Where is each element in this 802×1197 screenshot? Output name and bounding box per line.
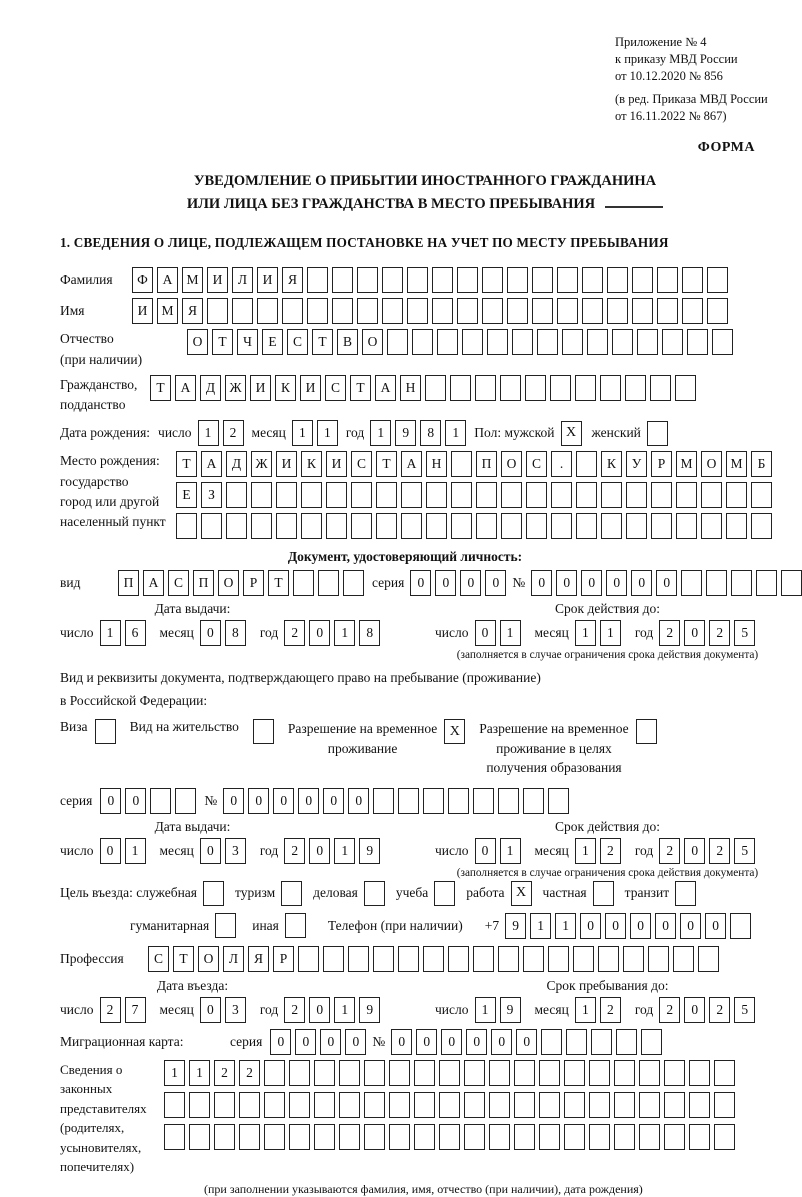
rvp-education-option xyxy=(479,719,656,778)
purpose-private-checkbox[interactable] xyxy=(593,881,614,906)
purpose-study-checkbox[interactable] xyxy=(434,881,455,906)
migration-card-row xyxy=(60,1029,790,1055)
rvp-label-2: проживание xyxy=(327,740,398,756)
legal-label-2: законных xyxy=(60,1081,113,1097)
legal-label-6: попечителях) xyxy=(60,1159,135,1175)
identity-valid-col xyxy=(435,601,780,661)
identity-valid-note: (заполняется в случае ограничения срока действия документа) xyxy=(456,649,759,662)
legal-cells-row1[interactable]: 1 1 2 2 xyxy=(164,1060,735,1086)
identity-type-cells[interactable]: П А С П О Р Т xyxy=(118,570,364,596)
year-label: год xyxy=(634,625,654,641)
sex-female-checkbox[interactable] xyxy=(647,421,668,446)
stay-date xyxy=(435,997,780,1023)
residence-number-cells[interactable]: 0 0 0 0 0 0 xyxy=(223,788,569,814)
birth-day-cells[interactable]: 1 2 xyxy=(198,420,244,446)
header-line-2: к приказу МВД России xyxy=(615,51,738,66)
citizenship-row xyxy=(60,375,790,416)
header-line-4: (в ред. Приказа МВД России xyxy=(615,91,768,106)
migration-series-cells[interactable]: 0 0 0 0 xyxy=(270,1029,366,1055)
legal-cells-row3[interactable] xyxy=(164,1124,735,1150)
identity-valid-heading: Срок действия до: xyxy=(555,601,660,617)
residence-permit-checkbox[interactable] xyxy=(253,719,274,744)
birth-year-cells[interactable]: 1 9 8 1 xyxy=(370,420,466,446)
residence-valid-month-cells[interactable]: 1 2 xyxy=(575,838,621,864)
rvp-education-checkbox[interactable] xyxy=(636,719,657,744)
entry-date-col xyxy=(60,978,435,1023)
purpose-private-label: частная xyxy=(542,885,587,901)
form-label: ФОРМА xyxy=(697,140,755,156)
purpose-other-checkbox[interactable] xyxy=(285,913,306,938)
identity-number-label: № xyxy=(512,575,526,591)
purpose-humanitarian-label: гуманитарная xyxy=(130,917,210,933)
month-label: месяц xyxy=(159,625,194,641)
identity-dates xyxy=(60,601,790,661)
entry-month-cells[interactable]: 0 3 xyxy=(200,997,246,1023)
day-label: число xyxy=(435,625,469,641)
identity-series-cells[interactable]: 0 0 0 0 xyxy=(410,570,506,596)
title-blank-line xyxy=(605,195,663,208)
identity-issue-day-cells[interactable]: 1 6 xyxy=(100,620,146,646)
migration-number-label: № xyxy=(372,1033,386,1049)
residence-series-cells[interactable]: 0 0 xyxy=(100,788,196,814)
profession-row xyxy=(60,946,790,972)
migration-card-label: Миграционная карта: xyxy=(60,1033,184,1049)
day-label: число xyxy=(435,842,469,858)
rvp-education-label-3: получения образования xyxy=(486,760,622,776)
residence-issue-year-cells[interactable]: 2 0 1 9 xyxy=(284,838,380,864)
identity-issue-col xyxy=(60,601,435,661)
purpose-other-label: иная xyxy=(252,917,279,933)
birth-place-cells-row3[interactable] xyxy=(176,513,772,539)
rvp-education-label-1: Разрешение на временное xyxy=(479,721,629,737)
identity-issue-heading: Дата выдачи: xyxy=(154,601,231,617)
residence-permit-label: Вид на жительство xyxy=(129,719,239,735)
citizenship-label-1: Гражданство, xyxy=(60,376,138,392)
header-line-1: Приложение № 4 xyxy=(615,35,707,49)
citizenship-cells[interactable]: Т А Д Ж И К И С Т А Н xyxy=(150,375,696,401)
birth-place-cells-row1[interactable]: Т А Д Ж И К И С Т А Н П О С . К У Р М О М Б xyxy=(176,451,772,477)
residence-valid-year-cells[interactable]: 2 0 2 5 xyxy=(659,838,755,864)
legal-reps-block xyxy=(60,1060,790,1197)
month-label: месяц xyxy=(534,625,569,641)
day-label: число xyxy=(435,1001,469,1017)
residence-issue-heading: Дата выдачи: xyxy=(154,818,231,834)
residence-options-row xyxy=(60,719,790,778)
entry-year-cells[interactable]: 2 0 1 9 xyxy=(284,997,380,1023)
purpose-tourism-checkbox[interactable] xyxy=(281,881,302,906)
entry-date-heading: Дата въезда: xyxy=(156,977,229,993)
identity-doc-row xyxy=(60,570,790,596)
citizenship-label-col xyxy=(60,375,150,416)
month-label: месяц xyxy=(159,842,194,858)
purpose-business-label: деловая xyxy=(313,885,358,901)
phone-cells[interactable]: 9 1 1 0 0 0 0 0 0 xyxy=(505,913,751,939)
stay-year-cells[interactable]: 2 0 2 5 xyxy=(659,997,755,1023)
profession-label: Профессия xyxy=(60,950,124,966)
legal-label-5: усыновителях, xyxy=(60,1139,142,1155)
migration-series-label: серия xyxy=(230,1033,263,1049)
birth-date-label: Дата рождения: xyxy=(60,425,151,441)
birth-date-row xyxy=(60,420,790,446)
purpose-work-checkbox[interactable]: X xyxy=(511,881,532,906)
residence-series-label: серия xyxy=(60,792,93,808)
year-label: год xyxy=(634,842,654,858)
purpose-transit-checkbox[interactable] xyxy=(675,881,696,906)
identity-number-cells[interactable]: 0 0 0 0 0 0 xyxy=(531,570,802,596)
sex-male-checkbox[interactable]: X xyxy=(561,421,582,446)
rvp-label-1: Разрешение на временное xyxy=(287,721,438,737)
month-label: месяц xyxy=(534,842,569,858)
entry-date xyxy=(60,997,435,1023)
stay-until-col xyxy=(435,978,780,1023)
residence-valid-heading: Срок действия до: xyxy=(555,818,660,834)
legal-cells-row2[interactable] xyxy=(164,1092,735,1118)
patronymic-row xyxy=(60,329,790,370)
identity-type-label: вид xyxy=(60,575,81,591)
header-annotation xyxy=(615,34,800,124)
visa-label: Виза xyxy=(60,719,88,735)
birth-month-cells[interactable]: 1 1 xyxy=(292,420,338,446)
identity-doc-heading: Документ, удостоверяющий личность: xyxy=(287,549,523,565)
purpose-business-checkbox[interactable] xyxy=(364,881,385,906)
surname-cells[interactable]: Ф А М И Л И Я xyxy=(132,267,728,293)
entry-purpose-row2 xyxy=(130,913,790,939)
residence-issue-date xyxy=(60,838,435,864)
residence-intro-2: в Российской Федерации: xyxy=(60,693,208,709)
visa-checkbox[interactable] xyxy=(95,719,116,744)
title-line-2 xyxy=(60,193,790,215)
residence-intro-1: Вид и реквизиты документа, подтверждающего право на пребывание (проживание) xyxy=(60,670,541,686)
purpose-official-checkbox[interactable] xyxy=(203,881,224,906)
phone-prefix: +7 xyxy=(484,917,500,933)
residence-doc-intro xyxy=(60,667,790,713)
identity-issue-month-cells[interactable]: 0 8 xyxy=(200,620,246,646)
year-label: год xyxy=(259,1001,279,1017)
identity-valid-year-cells[interactable]: 2 0 2 5 xyxy=(659,620,755,646)
legal-reps-label-col xyxy=(60,1060,164,1197)
rvp-education-label-2: проживание в целях xyxy=(496,740,612,756)
purpose-transit-label: транзит xyxy=(624,885,670,901)
legal-reps-cells-col xyxy=(164,1060,790,1197)
residence-valid-note: (заполняется в случае ограничения срока действия документа) xyxy=(456,866,759,879)
citizenship-label-2: подданство xyxy=(60,397,126,413)
identity-issue-year-cells[interactable]: 2 0 1 8 xyxy=(284,620,380,646)
birth-place-label-col xyxy=(60,451,176,532)
phone-label: Телефон (при наличии) xyxy=(327,917,463,933)
profession-cells[interactable]: С Т О Л Я Р xyxy=(148,946,719,972)
sex-female-label: женский xyxy=(591,425,641,441)
patronymic-label-col xyxy=(60,329,187,370)
rvp-education-label xyxy=(479,719,628,778)
entry-day-cells[interactable]: 2 7 xyxy=(100,997,146,1023)
migration-number-cells[interactable]: 0 0 0 0 0 0 xyxy=(391,1029,662,1055)
header-line-3: от 10.12.2020 № 856 xyxy=(615,68,723,83)
legal-reps-note: (при заполнении указываются фамилия, имя, отчество (при наличии), дата рождения) xyxy=(204,1181,643,1196)
name-row xyxy=(60,298,790,324)
legal-label-1: Сведения о xyxy=(60,1061,123,1077)
stay-day-cells[interactable]: 1 9 xyxy=(475,997,521,1023)
birth-place-label-4: населенный пункт xyxy=(60,514,166,530)
birth-month-label: месяц xyxy=(251,425,286,441)
surname-label: Фамилия xyxy=(60,272,113,288)
residence-series-row xyxy=(60,788,790,814)
patronymic-note: (при наличии) xyxy=(60,351,143,367)
residence-issue-col xyxy=(60,819,435,879)
patronymic-label: Отчество xyxy=(60,331,114,347)
rvp-label xyxy=(288,719,437,758)
residence-valid-col xyxy=(435,819,780,879)
sex-label: Пол: мужской xyxy=(474,425,555,441)
day-label: число xyxy=(60,625,94,641)
birth-place-label-3: город или другой xyxy=(60,493,160,509)
stay-heading: Срок пребывания до: xyxy=(546,977,669,993)
residence-dates xyxy=(60,819,790,879)
header-line-5: от 16.11.2022 № 867) xyxy=(615,108,727,123)
birth-place-row xyxy=(60,451,790,544)
entry-purpose-row1 xyxy=(60,881,790,906)
residence-valid-day-cells[interactable]: 0 1 xyxy=(475,838,521,864)
stay-month-cells[interactable]: 1 2 xyxy=(575,997,621,1023)
residence-permit-option xyxy=(130,719,274,744)
identity-valid-day-cells[interactable]: 0 1 xyxy=(475,620,521,646)
residence-number-label: № xyxy=(204,792,218,808)
residence-issue-month-cells[interactable]: 0 3 xyxy=(200,838,246,864)
day-label: число xyxy=(60,1001,94,1017)
rvp-option xyxy=(288,719,465,758)
day-label: число xyxy=(60,842,94,858)
purpose-humanitarian-checkbox[interactable] xyxy=(215,913,236,938)
purpose-work-label: работа xyxy=(466,885,505,901)
patronymic-cells[interactable]: О Т Ч Е С Т В О xyxy=(187,329,733,355)
birth-place-cells-row2[interactable]: Е З xyxy=(176,482,772,508)
identity-valid-month-cells[interactable]: 1 1 xyxy=(575,620,621,646)
residence-issue-day-cells[interactable]: 0 1 xyxy=(100,838,146,864)
purpose-tourism-label: туризм xyxy=(235,885,276,901)
birth-place-label-1: Место рождения: xyxy=(60,453,160,469)
name-label: Имя xyxy=(60,303,85,319)
birth-day-label: число xyxy=(158,425,192,441)
birth-place-cells-col xyxy=(176,451,790,544)
birth-year-label: год xyxy=(345,425,365,441)
visa-option xyxy=(60,719,116,744)
identity-series-label: серия xyxy=(372,575,405,591)
month-label: месяц xyxy=(159,1001,194,1017)
rvp-checkbox[interactable]: X xyxy=(444,719,465,744)
year-label: год xyxy=(259,842,279,858)
title-line-2-text: ИЛИ ЛИЦА БЕЗ ГРАЖДАНСТВА В МЕСТО ПРЕБЫВАНИЯ xyxy=(186,195,596,212)
section1-heading: 1. СВЕДЕНИЯ О ЛИЦЕ, ПОДЛЕЖАЩЕМ ПОСТАНОВКЕ НА УЧЕТ ПО МЕСТУ ПРЕБЫВАНИЯ xyxy=(60,235,669,251)
entry-dates xyxy=(60,978,790,1023)
identity-issue-date xyxy=(60,620,435,646)
birth-place-label-2: государство xyxy=(60,473,129,489)
legal-label-3: представителях xyxy=(60,1100,147,1116)
month-label: месяц xyxy=(534,1001,569,1017)
purpose-study-label: учеба xyxy=(395,885,429,901)
name-cells[interactable]: И М Я xyxy=(132,298,728,324)
residence-valid-date xyxy=(435,838,780,864)
entry-purpose-label: Цель въезда: служебная xyxy=(60,885,197,901)
identity-valid-date xyxy=(435,620,780,646)
legal-label-4: (родителях, xyxy=(60,1120,125,1136)
year-label: год xyxy=(634,1001,654,1017)
surname-row xyxy=(60,267,790,293)
title-line-1: УВЕДОМЛЕНИЕ О ПРИБЫТИИ ИНОСТРАННОГО ГРАЖДАНИНА xyxy=(193,173,657,190)
page-title xyxy=(60,170,790,215)
year-label: год xyxy=(259,625,279,641)
